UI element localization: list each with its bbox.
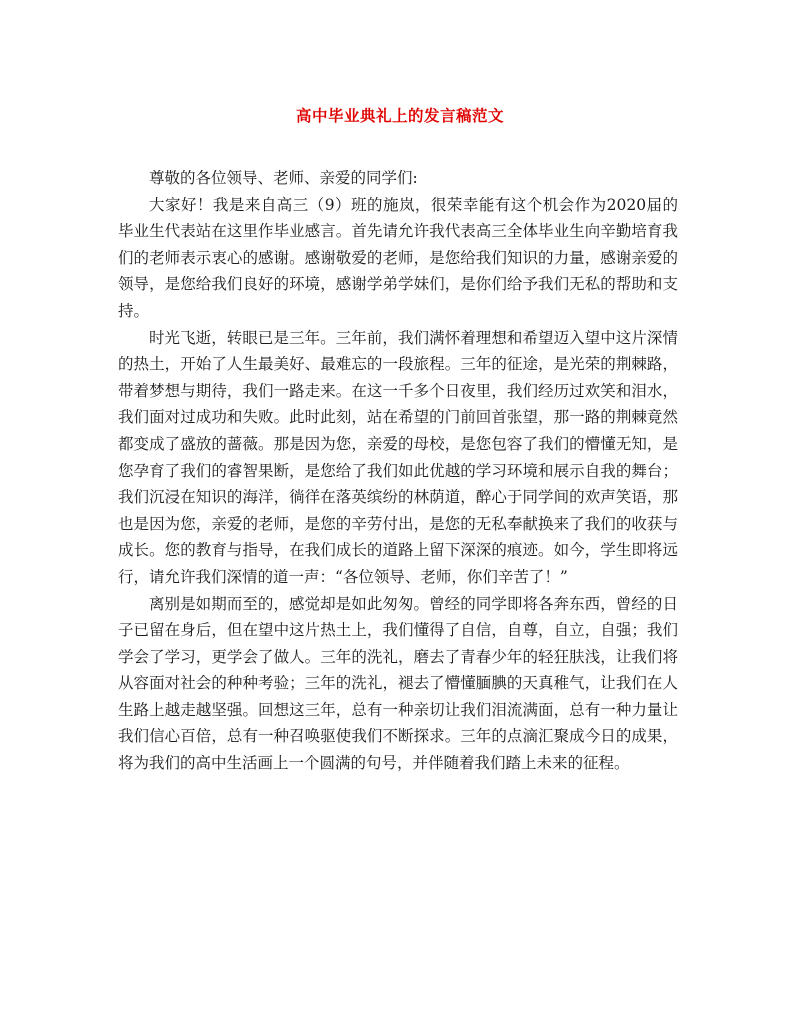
- document-title: 高中毕业典礼上的发言稿范文: [295, 106, 504, 125]
- paragraph-1: 大家好！我是来自高三（9）班的施岚，很荣幸能有这个机会作为2020届的毕业生代表站在这里作毕业感言。首先请允许我代表高三全体毕业生向辛勤培育我们的老师表示衷心的感谢。感谢敬爱的老师，是您给我们知识的力量，感谢亲爱的领导，是您给我们良好的环境，感谢学弟学妹们，是你们给予我们无私的帮助和支持。: [118, 195, 678, 320]
- document-body: [118, 165, 678, 777]
- paragraph-3: 离别是如期而至的，感觉却是如此匆匆。曾经的同学即将各奔东西，曾经的日子已留在身后，但在望中这片热土上，我们懂得了自信，自尊，自立，自强；我们学会了学习，更学会了做人。三年的洗礼，磨去了青春少年的轻狂肤浅，让我们将从容面对社会的种种考验；三年的洗礼，褪去了懵懂腼腆的天真稚气，让我们在人生路上越走越坚强。回想这三年，总有一种亲切让我们泪流满面，总有一种力量让我们信心百倍，总有一种召唤驱使我们不断探求。三年的点滴汇聚成今日的成果，将为我们的高中生活画上一个圆满的句号，并伴随着我们踏上未来的征程。: [118, 594, 678, 773]
- greeting-line: 尊敬的各位领导、老师、亲爱的同学们:: [149, 169, 418, 187]
- paragraph-2: 时光飞逝，转眼已是三年。三年前，我们满怀着理想和希望迈入望中这片深情的热土，开始了人生最美好、最难忘的一段旅程。三年的征途，是光荣的荆棘路，带着梦想与期待，我们一路走来。在这一千多个日夜里，我们经历过欢笑和泪水，我们面对过成功和失败。此时此刻，站在希望的门前回首张望，那一路的荆棘竟然都变成了盛放的蔷薇。那是因为您，亲爱的母校，是您包容了我们的懵懂无知，是您孕育了我们的睿智果断，是您给了我们如此优越的学习环境和展示自我的舞台；我们沉浸在知识的海洋，徜徉在落英缤纷的林荫道，醉心于同学间的欢声笑语，那也是因为您，亲爱的老师，是您的辛劳付出，是您的无私奉献换来了我们的收获与成长。您的教育与指导，在我们成长的道路上留下深深的痕迹。如今，学生即将远行，请允许我们深情的道一声：“各位领导、老师，你们辛苦了！”: [118, 328, 678, 586]
